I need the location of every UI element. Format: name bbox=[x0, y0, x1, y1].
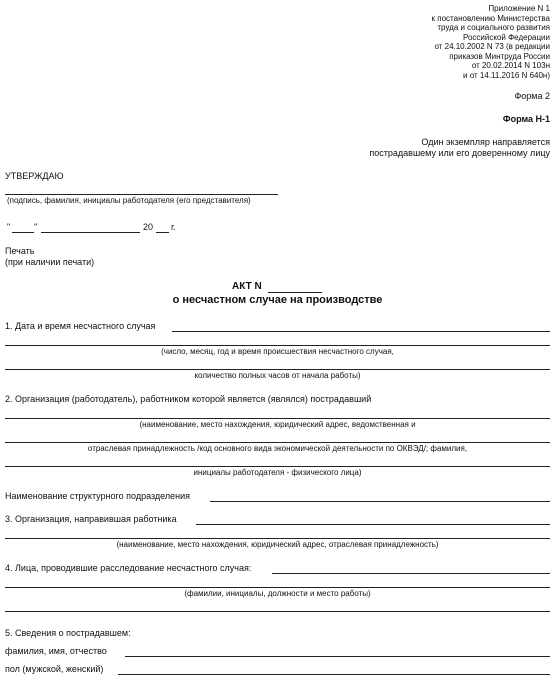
field1-hint-2: количество полных часов от начала работы) bbox=[194, 371, 361, 380]
field1-line-3 bbox=[5, 369, 550, 370]
field2-hint-2: отраслевая принадлежность /код основного вида экономической деятельности по ОКВЭД/; фамилия, bbox=[87, 444, 468, 453]
copy-note-2: пострадавшему или его доверенному лицу bbox=[369, 148, 550, 158]
appendix-line: Приложение N 1 bbox=[488, 4, 550, 13]
form-number: Форма 2 bbox=[514, 91, 550, 101]
field5-label: 5. Сведения о пострадавшем: bbox=[5, 628, 131, 638]
year-prefix: 20 bbox=[143, 222, 154, 232]
act-title: АКТ N bbox=[232, 281, 262, 292]
field2-hint-3: инициалы работодателя - физического лица) bbox=[193, 468, 362, 477]
unit-line bbox=[210, 501, 550, 502]
field4-label: 4. Лица, проводившие расследование несчастного случая: bbox=[5, 563, 252, 573]
field2-line-1 bbox=[5, 418, 550, 419]
appendix-line: Российской Федерации bbox=[463, 32, 550, 42]
field3-label: 3. Организация, направившая работника bbox=[5, 514, 177, 524]
field2-line-2 bbox=[5, 442, 550, 443]
appendix-header bbox=[432, 4, 550, 80]
field1-hint-1: (число, месяц, год и время происшествия несчастного случая, bbox=[161, 347, 394, 356]
approve-label: УТВЕРЖДАЮ bbox=[5, 171, 64, 181]
date-open-quote: " bbox=[7, 222, 11, 232]
sex-line bbox=[118, 674, 550, 675]
stamp-note: (при наличии печати) bbox=[5, 257, 95, 267]
signature-hint: (подпись, фамилия, инициалы работодателя (его представителя) bbox=[7, 196, 251, 205]
year-suffix: г. bbox=[171, 222, 176, 232]
field3-line-1 bbox=[196, 524, 550, 525]
field2-line-3 bbox=[5, 466, 550, 467]
appendix-line: к постановлению Министерства bbox=[431, 13, 550, 23]
field2-label: 2. Организация (работодатель), работником которой является (являлся) пострадавший bbox=[5, 394, 372, 404]
field2-hint-1: (наименование, место нахождения, юридический адрес, ведомственная и bbox=[139, 420, 416, 429]
fullname-label: фамилия, имя, отчество bbox=[5, 646, 107, 656]
sex-label: пол (мужской, женский) bbox=[5, 664, 104, 674]
field4-line-2 bbox=[5, 587, 550, 588]
field3-hint: (наименование, место нахождения, юридический адрес, отраслевая принадлежность) bbox=[116, 540, 439, 549]
year-line bbox=[156, 232, 169, 233]
date-close-quote: " bbox=[34, 222, 38, 232]
field4-hint: (фамилии, инициалы, должности и место работы) bbox=[184, 589, 371, 598]
appendix-line: и от 14.11.2016 N 640н) bbox=[463, 70, 550, 80]
field1-line bbox=[172, 331, 550, 332]
date-day-line bbox=[12, 232, 34, 233]
copy-note-1: Один экземпляр направляется bbox=[421, 137, 550, 147]
act-subtitle: о несчастном случае на производстве bbox=[172, 294, 383, 306]
appendix-line: приказов Минтруда России bbox=[449, 51, 550, 61]
field3-line-2 bbox=[5, 538, 550, 539]
field1-line-2 bbox=[5, 345, 550, 346]
date-month-line bbox=[41, 232, 140, 233]
form-code: Форма Н-1 bbox=[502, 114, 550, 124]
signature-line bbox=[5, 194, 278, 195]
appendix-line: труда и социального развития bbox=[437, 23, 550, 32]
appendix-line: от 24.10.2002 N 73 (в редакции bbox=[434, 42, 550, 51]
unit-label: Наименование структурного подразделения bbox=[5, 491, 191, 501]
field1-label: 1. Дата и время несчастного случая bbox=[5, 321, 156, 331]
appendix-line: от 20.02.2014 N 103н bbox=[471, 61, 550, 70]
field4-line-3 bbox=[5, 611, 550, 612]
act-number-line bbox=[268, 292, 322, 293]
field4-line-1 bbox=[272, 573, 550, 574]
stamp-label: Печать bbox=[5, 246, 35, 256]
fullname-line bbox=[125, 656, 550, 657]
